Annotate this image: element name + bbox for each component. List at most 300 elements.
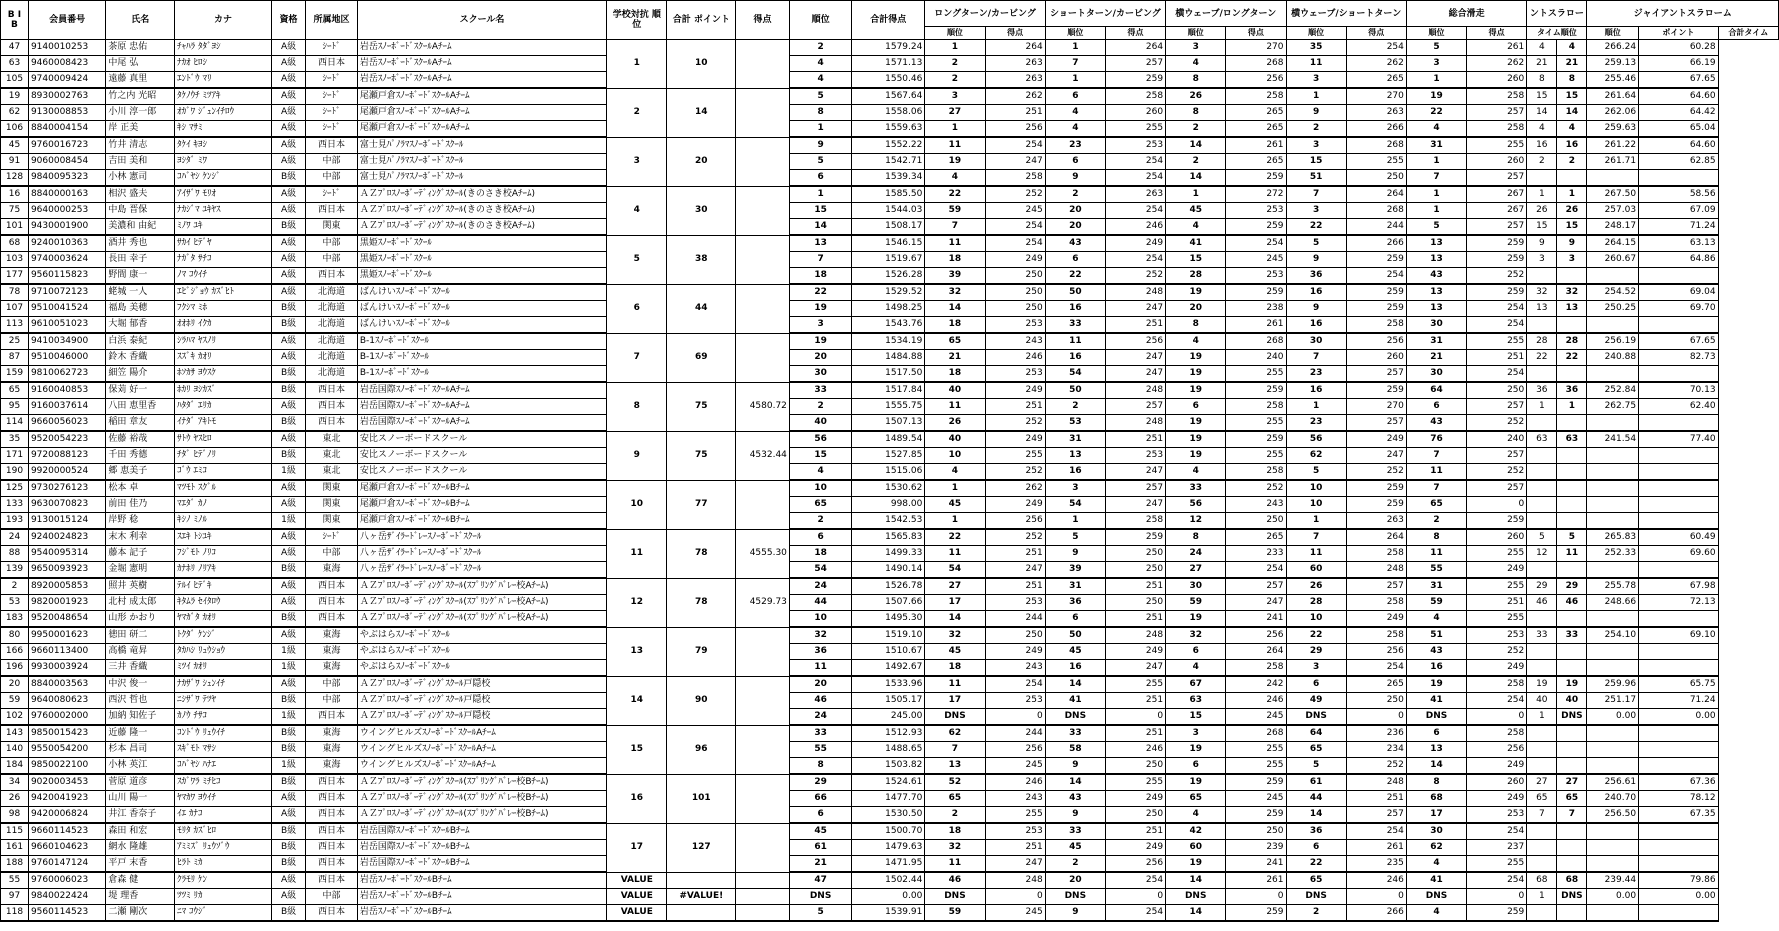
- cell-wave-long-score: 261: [1226, 137, 1286, 154]
- cell-longturn-score: 247: [985, 154, 1045, 170]
- cell-wave-short-rank: 65: [1286, 742, 1346, 758]
- cell-wave-short-rank: 23: [1286, 366, 1346, 383]
- cell-slalom-time-rank: [1527, 758, 1557, 775]
- cell-wave-short-rank: 6: [1286, 840, 1346, 856]
- header-event-6: ントスラロー: [1527, 1, 1587, 27]
- cell-grade: A級: [271, 333, 305, 350]
- cell-wave-short-score: 266: [1346, 235, 1406, 252]
- cell-shortturn-score: 251: [1105, 317, 1165, 334]
- cell-wave-long-score: 245: [1226, 709, 1286, 726]
- cell-wave-short-score: 256: [1346, 333, 1406, 350]
- cell-rank: 6: [789, 807, 851, 824]
- cell-wave-short-score: 247: [1346, 448, 1406, 464]
- cell-shortturn-score: 252: [1105, 268, 1165, 285]
- cell-gs-rank: 32: [1557, 284, 1587, 301]
- cell-gs-points: [1587, 268, 1639, 285]
- cell-bib: 102: [1, 709, 29, 726]
- cell-wave-short-rank: 7: [1286, 529, 1346, 546]
- cell-shortturn-score: 248: [1105, 415, 1165, 432]
- cell-longturn-rank: 1: [925, 513, 985, 530]
- cell-shortturn-score: 248: [1105, 284, 1165, 301]
- cell-slalom-time-rank: 15: [1527, 88, 1557, 105]
- cell-longturn-rank: 32: [925, 627, 985, 644]
- cell-region: 中部: [306, 889, 358, 905]
- cell-bib: 101: [1, 219, 29, 236]
- cell-gs-rank: 1: [1557, 186, 1587, 203]
- cell-overall-score: 257: [1467, 399, 1527, 415]
- cell-overall-rank: 13: [1406, 252, 1466, 268]
- cell-bib: 55: [1, 872, 29, 889]
- cell-total-score: 1539.34: [852, 170, 925, 187]
- cell-gs-rank: [1557, 480, 1587, 497]
- cell-total-score: 1517.50: [852, 366, 925, 383]
- cell-name: 山川 陽一: [106, 791, 175, 807]
- cell-longturn-score: 250: [985, 301, 1045, 317]
- cell-school: 富士見ﾊﾟﾉﾗﾏｽﾉｰﾎﾞｰﾄﾞｽｸｰﾙ: [357, 137, 606, 154]
- table-row: [1, 905, 1779, 922]
- cell-name: 高橋 竜昇: [106, 644, 175, 660]
- cell-overall-score: 240: [1467, 431, 1527, 448]
- cell-gs-rank: 22: [1557, 350, 1587, 366]
- cell-longturn-rank: 22: [925, 529, 985, 546]
- cell-shortturn-score: 251: [1105, 611, 1165, 628]
- cell-wave-short-rank: 26: [1286, 578, 1346, 595]
- cell-overall-rank: 7: [1406, 480, 1466, 497]
- cell-shortturn-score: 254: [1105, 872, 1165, 889]
- cell-shortturn-score: 256: [1105, 856, 1165, 873]
- cell-shortturn-score: 257: [1105, 399, 1165, 415]
- cell-shortturn-score: 253: [1105, 448, 1165, 464]
- cell-kana: ｺﾝﾄﾞｳ ﾘｭｳｲﾁ: [175, 725, 272, 742]
- cell-kana: ﾓﾘﾀ ｶｽﾞﾋﾛ: [175, 823, 272, 840]
- cell-overall-rank: 13: [1406, 301, 1466, 317]
- cell-wave-short-rank: 61: [1286, 774, 1346, 791]
- cell-name: 二瀬 剛次: [106, 905, 175, 922]
- cell-slalom-time-rank: [1527, 366, 1557, 383]
- cell-gs-points: [1587, 317, 1639, 334]
- cell-wave-long-score: 265: [1226, 529, 1286, 546]
- cell-wave-short-score: 270: [1346, 88, 1406, 105]
- cell-bib: 80: [1, 627, 29, 644]
- cell-wave-long-rank: 3: [1166, 725, 1226, 742]
- cell-overall-rank: 7: [1406, 170, 1466, 187]
- cell-wave-short-rank: 49: [1286, 693, 1346, 709]
- school-rank-cell: 10: [607, 480, 667, 529]
- cell-longturn-score: 251: [985, 840, 1045, 856]
- cell-shortturn-rank: 50: [1045, 284, 1105, 301]
- cell-shortturn-rank: 16: [1045, 350, 1105, 366]
- cell-school: 八ヶ岳ｻﾞｲﾗｰﾄﾞﾚｰｽﾉｰﾎﾞｰﾄﾞｽｸｰﾙ: [357, 562, 606, 579]
- cell-overall-rank: 13: [1406, 284, 1466, 301]
- total-points-cell: [667, 905, 736, 922]
- cell-gs-rank: [1557, 415, 1587, 432]
- cell-gs-points: [1587, 366, 1639, 383]
- cell-school: ＡＺﾌﾟﾛｽﾉｰﾎﾞｰﾃﾞｨﾝｸﾞｽｸｰﾙ戸隠校: [357, 676, 606, 693]
- cell-school: 黒姫ｽﾉｰﾎﾞｰﾄﾞｽｸｰﾙ: [357, 268, 606, 285]
- cell-total-score: 1517.84: [852, 382, 925, 399]
- cell-overall-rank: 1: [1406, 154, 1466, 170]
- cell-gs-rank: [1557, 464, 1587, 481]
- cell-overall-score: 267: [1467, 186, 1527, 203]
- cell-name: 吉田 美和: [106, 154, 175, 170]
- cell-gs-total-time: 70.13: [1639, 382, 1719, 399]
- cell-total-score: 1503.82: [852, 758, 925, 775]
- cell-overall-rank: 59: [1406, 595, 1466, 611]
- cell-school: ＡＺﾌﾟﾛｽﾉｰﾎﾞｰﾃﾞｨﾝｸﾞｽｸｰﾙ(ｽﾌﾟﾘﾝｸﾞﾊﾞﾚｰ校Bﾁｰﾑ): [357, 807, 606, 824]
- cell-longturn-rank: 59: [925, 905, 985, 922]
- cell-gs-rank: 15: [1557, 88, 1587, 105]
- cell-overall-score: 255: [1467, 137, 1527, 154]
- cell-slalom-time-rank: [1527, 464, 1557, 481]
- results-body: [1, 40, 1779, 922]
- cell-kana: ﾁｬﾊﾗ ﾀﾀﾞﾖｼ: [175, 40, 272, 56]
- cell-total-score: 1502.44: [852, 872, 925, 889]
- cell-overall-rank: 30: [1406, 317, 1466, 334]
- cell-longturn-rank: 7: [925, 219, 985, 236]
- cell-school: 岩岳ｽﾉｰﾎﾞｰﾄﾞｽｸｰﾙBﾁｰﾑ: [357, 889, 606, 905]
- cell-wave-long-score: 0: [1226, 889, 1286, 905]
- cell-kana: ｽｶﾞﾜﾗ ﾐﾁﾋｺ: [175, 774, 272, 791]
- cell-overall-score: 249: [1467, 791, 1527, 807]
- cell-name: 倉森 健: [106, 872, 175, 889]
- cell-member-no: 9640000253: [28, 203, 105, 219]
- cell-bib: 98: [1, 807, 29, 824]
- cell-rank: 5: [789, 905, 851, 922]
- cell-gs-total-time: 67.09: [1639, 203, 1719, 219]
- cell-wave-long-rank: 14: [1166, 872, 1226, 889]
- cell-wave-long-score: 257: [1226, 578, 1286, 595]
- cell-gs-rank: 7: [1557, 807, 1587, 824]
- cell-grade: B級: [271, 415, 305, 432]
- cell-longturn-score: 250: [985, 268, 1045, 285]
- header-event-5: 総合滑走: [1406, 1, 1526, 27]
- cell-region: 北海道: [306, 366, 358, 383]
- cell-gs-points: 256.19: [1587, 333, 1639, 350]
- cell-wave-short-score: 254: [1346, 268, 1406, 285]
- cell-longturn-score: 243: [985, 660, 1045, 677]
- cell-shortturn-rank: 22: [1045, 268, 1105, 285]
- cell-rank: 33: [789, 725, 851, 742]
- cell-longturn-score: 253: [985, 366, 1045, 383]
- cell-shortturn-rank: 9: [1045, 170, 1105, 187]
- cell-wave-long-score: 254: [1226, 562, 1286, 579]
- school-score-cell: [736, 88, 790, 137]
- school-score-cell: [736, 186, 790, 235]
- school-rank-cell: 14: [607, 676, 667, 725]
- cell-longturn-rank: 27: [925, 105, 985, 121]
- cell-gs-rank: [1557, 497, 1587, 513]
- table-row: [1, 644, 1779, 660]
- header-score: 得点: [736, 1, 790, 40]
- cell-member-no: 9920000524: [28, 464, 105, 481]
- cell-gs-rank: 28: [1557, 333, 1587, 350]
- cell-shortturn-rank: 9: [1045, 905, 1105, 922]
- cell-school: 岩岳国際ｽﾉｰﾎﾞｰﾄﾞｽｸｰﾙBﾁｰﾑ: [357, 823, 606, 840]
- cell-overall-rank: 31: [1406, 578, 1466, 595]
- cell-overall-rank: 4: [1406, 905, 1466, 922]
- cell-shortturn-rank: 16: [1045, 660, 1105, 677]
- cell-gs-points: 257.03: [1587, 203, 1639, 219]
- cell-shortturn-rank: 23: [1045, 137, 1105, 154]
- cell-wave-long-rank: 33: [1166, 480, 1226, 497]
- table-row: [1, 562, 1779, 579]
- cell-overall-rank: 13: [1406, 742, 1466, 758]
- cell-longturn-score: 251: [985, 546, 1045, 562]
- cell-name: 佐藤 裕哉: [106, 431, 175, 448]
- cell-kana: ﾏｴﾀﾞ ｶﾉ: [175, 497, 272, 513]
- cell-kana: ｺﾊﾞﾔｼ ｹﾝｼﾞ: [175, 170, 272, 187]
- cell-gs-total-time: [1639, 758, 1719, 775]
- cell-overall-score: 253: [1467, 807, 1527, 824]
- cell-overall-rank: 43: [1406, 268, 1466, 285]
- cell-wave-long-rank: 41: [1166, 235, 1226, 252]
- cell-slalom-time-rank: 8: [1527, 72, 1557, 89]
- table-row: [1, 497, 1779, 513]
- cell-shortturn-score: 248: [1105, 382, 1165, 399]
- cell-gs-rank: 3: [1557, 252, 1587, 268]
- cell-total-score: 1567.64: [852, 88, 925, 105]
- cell-wave-short-score: 260: [1346, 350, 1406, 366]
- cell-shortturn-rank: 4: [1045, 105, 1105, 121]
- cell-grade: B級: [271, 611, 305, 628]
- total-points-cell: 69: [667, 333, 736, 382]
- cell-total-score: 1558.06: [852, 105, 925, 121]
- cell-gs-rank: 40: [1557, 693, 1587, 709]
- cell-shortturn-rank: 1: [1045, 40, 1105, 56]
- cell-grade: A級: [271, 431, 305, 448]
- cell-wave-short-score: 236: [1346, 725, 1406, 742]
- cell-bib: 16: [1, 186, 29, 203]
- table-row: [1, 333, 1779, 350]
- cell-wave-long-score: 258: [1226, 399, 1286, 415]
- cell-wave-long-rank: 26: [1166, 88, 1226, 105]
- cell-gs-total-time: [1639, 742, 1719, 758]
- cell-member-no: 9840022424: [28, 889, 105, 905]
- cell-total-score: 1507.66: [852, 595, 925, 611]
- cell-member-no: 9760016723: [28, 137, 105, 154]
- cell-longturn-score: 262: [985, 480, 1045, 497]
- cell-overall-score: 259: [1467, 235, 1527, 252]
- cell-grade: B級: [271, 742, 305, 758]
- cell-overall-rank: 6: [1406, 399, 1466, 415]
- cell-gs-rank: [1557, 611, 1587, 628]
- cell-rank: 54: [789, 562, 851, 579]
- cell-bib: 75: [1, 203, 29, 219]
- cell-rank: 6: [789, 529, 851, 546]
- cell-kana: ﾏﾂﾓﾄ ｽｸﾞﾙ: [175, 480, 272, 497]
- cell-grade: A級: [271, 480, 305, 497]
- cell-kana: ﾅｶｻﾞﾜ ｼｭﾝｲﾁ: [175, 676, 272, 693]
- cell-total-score: 1542.53: [852, 513, 925, 530]
- cell-longturn-score: 252: [985, 415, 1045, 432]
- cell-wave-short-rank: 2: [1286, 905, 1346, 922]
- cell-school: 尾瀬戸倉ｽﾉｰﾎﾞｰﾄﾞｽｸｰﾙBﾁｰﾑ: [357, 513, 606, 530]
- cell-wave-long-score: 246: [1226, 693, 1286, 709]
- cell-gs-total-time: 58.56: [1639, 186, 1719, 203]
- cell-overall-rank: 41: [1406, 693, 1466, 709]
- cell-region: 西日本: [306, 611, 358, 628]
- cell-grade: A級: [271, 807, 305, 824]
- cell-total-score: 1477.70: [852, 791, 925, 807]
- cell-member-no: 9420041923: [28, 791, 105, 807]
- cell-gs-total-time: 77.40: [1639, 431, 1719, 448]
- school-rank-cell: VALUE: [607, 872, 667, 889]
- cell-region: 関東: [306, 497, 358, 513]
- cell-shortturn-rank: 6: [1045, 611, 1105, 628]
- cell-region: 西日本: [306, 823, 358, 840]
- cell-wave-short-rank: 65: [1286, 872, 1346, 889]
- cell-wave-long-score: 255: [1226, 448, 1286, 464]
- cell-member-no: 9130015124: [28, 513, 105, 530]
- cell-longturn-score: 0: [985, 889, 1045, 905]
- cell-rank: 2: [789, 399, 851, 415]
- cell-gs-points: [1587, 644, 1639, 660]
- cell-longturn-rank: 2: [925, 807, 985, 824]
- cell-kana: ﾆｼｻﾞﾜ ﾃﾂﾔ: [175, 693, 272, 709]
- cell-wave-short-score: 248: [1346, 562, 1406, 579]
- table-row: [1, 807, 1779, 824]
- subheader-total-time: 合計タイム: [1718, 27, 1778, 40]
- cell-overall-score: 267: [1467, 203, 1527, 219]
- cell-bib: 95: [1, 399, 29, 415]
- cell-name: 中尾 弘: [106, 56, 175, 72]
- cell-overall-score: 249: [1467, 562, 1527, 579]
- cell-longturn-score: 246: [985, 774, 1045, 791]
- cell-gs-total-time: 60.28: [1639, 40, 1719, 56]
- cell-shortturn-score: 259: [1105, 72, 1165, 89]
- cell-total-score: 1571.13: [852, 56, 925, 72]
- cell-school: やぶはらｽﾉｰﾎﾞｰﾄﾞｽｸｰﾙ: [357, 644, 606, 660]
- cell-gs-total-time: [1639, 840, 1719, 856]
- cell-shortturn-score: 247: [1105, 301, 1165, 317]
- cell-bib: 139: [1, 562, 29, 579]
- cell-gs-rank: [1557, 513, 1587, 530]
- cell-region: 西日本: [306, 840, 358, 856]
- cell-wave-long-rank: 8: [1166, 105, 1226, 121]
- cell-grade: A級: [271, 791, 305, 807]
- cell-shortturn-rank: 50: [1045, 627, 1105, 644]
- cell-shortturn-rank: 9: [1045, 546, 1105, 562]
- cell-total-score: 1527.85: [852, 448, 925, 464]
- cell-bib: 63: [1, 56, 29, 72]
- cell-gs-points: [1587, 660, 1639, 677]
- cell-gs-rank: 2: [1557, 154, 1587, 170]
- cell-wave-long-score: 256: [1226, 627, 1286, 644]
- cell-shortturn-rank: 20: [1045, 203, 1105, 219]
- table-row: [1, 154, 1779, 170]
- cell-overall-rank: 6: [1406, 725, 1466, 742]
- cell-wave-short-score: 254: [1346, 40, 1406, 56]
- cell-total-score: 1510.67: [852, 644, 925, 660]
- cell-slalom-time-rank: 14: [1527, 105, 1557, 121]
- cell-total-score: 1498.25: [852, 301, 925, 317]
- cell-name: 徳田 研二: [106, 627, 175, 644]
- cell-grade: A級: [271, 137, 305, 154]
- cell-bib: 87: [1, 350, 29, 366]
- cell-gs-rank: 11: [1557, 546, 1587, 562]
- cell-overall-rank: 21: [1406, 350, 1466, 366]
- cell-bib: 193: [1, 513, 29, 530]
- cell-rank: 29: [789, 774, 851, 791]
- cell-longturn-rank: 54: [925, 562, 985, 579]
- cell-longturn-score: 253: [985, 693, 1045, 709]
- cell-gs-rank: [1557, 366, 1587, 383]
- cell-region: 東海: [306, 742, 358, 758]
- header-event-3: 横ウェーブ/ロングターン: [1166, 1, 1286, 27]
- cell-wave-long-score: 238: [1226, 301, 1286, 317]
- cell-wave-long-rank: 2: [1166, 121, 1226, 138]
- cell-shortturn-score: 255: [1105, 774, 1165, 791]
- cell-longturn-score: 250: [985, 284, 1045, 301]
- cell-gs-points: 265.83: [1587, 529, 1639, 546]
- cell-shortturn-rank: 54: [1045, 497, 1105, 513]
- cell-grade: A級: [271, 546, 305, 562]
- cell-gs-rank: [1557, 840, 1587, 856]
- cell-wave-long-rank: 42: [1166, 823, 1226, 840]
- cell-rank: 44: [789, 595, 851, 611]
- cell-wave-short-rank: DNS: [1286, 889, 1346, 905]
- cell-overall-rank: 55: [1406, 562, 1466, 579]
- cell-kana: ｶﾉｳ ﾁｻｺ: [175, 709, 272, 726]
- cell-total-score: 1539.91: [852, 905, 925, 922]
- cell-gs-points: [1587, 497, 1639, 513]
- cell-grade: B級: [271, 448, 305, 464]
- cell-shortturn-rank: 41: [1045, 693, 1105, 709]
- cell-gs-total-time: 69.70: [1639, 301, 1719, 317]
- cell-wave-short-rank: 35: [1286, 40, 1346, 56]
- cell-gs-rank: [1557, 448, 1587, 464]
- cell-overall-rank: 8: [1406, 774, 1466, 791]
- cell-total-score: 1519.67: [852, 252, 925, 268]
- cell-gs-points: 262.75: [1587, 399, 1639, 415]
- cell-member-no: 8930002763: [28, 88, 105, 105]
- cell-shortturn-rank: 31: [1045, 578, 1105, 595]
- header-event-1: ロングターン/カービング: [925, 1, 1045, 27]
- cell-grade: A級: [271, 186, 305, 203]
- cell-wave-short-score: 258: [1346, 595, 1406, 611]
- cell-shortturn-score: 255: [1105, 676, 1165, 693]
- cell-wave-short-score: 250: [1346, 170, 1406, 187]
- cell-wave-short-score: 257: [1346, 807, 1406, 824]
- cell-slalom-time-rank: 15: [1527, 219, 1557, 236]
- cell-shortturn-score: 251: [1105, 431, 1165, 448]
- cell-wave-long-rank: 2: [1166, 154, 1226, 170]
- cell-wave-long-score: 255: [1226, 742, 1286, 758]
- cell-member-no: 9540095314: [28, 546, 105, 562]
- cell-shortturn-score: 247: [1105, 497, 1165, 513]
- cell-region: 北海道: [306, 284, 358, 301]
- cell-rank: 18: [789, 546, 851, 562]
- cell-kana: ｽｷﾞﾓﾄ ﾏｻｼ: [175, 742, 272, 758]
- cell-kana: ﾊﾀﾀﾞ ｴﾘｶ: [175, 399, 272, 415]
- cell-gs-total-time: [1639, 611, 1719, 628]
- cell-longturn-score: 256: [985, 742, 1045, 758]
- cell-slalom-time-rank: 9: [1527, 235, 1557, 252]
- cell-rank: 55: [789, 742, 851, 758]
- cell-total-score: 1507.13: [852, 415, 925, 432]
- cell-kana: ｴﾝﾄﾞｳ ﾏﾘ: [175, 72, 272, 89]
- cell-slalom-time-rank: 21: [1527, 56, 1557, 72]
- cell-longturn-rank: 11: [925, 676, 985, 693]
- total-points-cell: 30: [667, 186, 736, 235]
- cell-gs-total-time: 82.73: [1639, 350, 1719, 366]
- cell-longturn-rank: 14: [925, 611, 985, 628]
- cell-slalom-time-rank: 4: [1527, 121, 1557, 138]
- cell-rank: 3: [789, 317, 851, 334]
- cell-region: 東北: [306, 464, 358, 481]
- cell-longturn-rank: 22: [925, 186, 985, 203]
- cell-rank: 1: [789, 121, 851, 138]
